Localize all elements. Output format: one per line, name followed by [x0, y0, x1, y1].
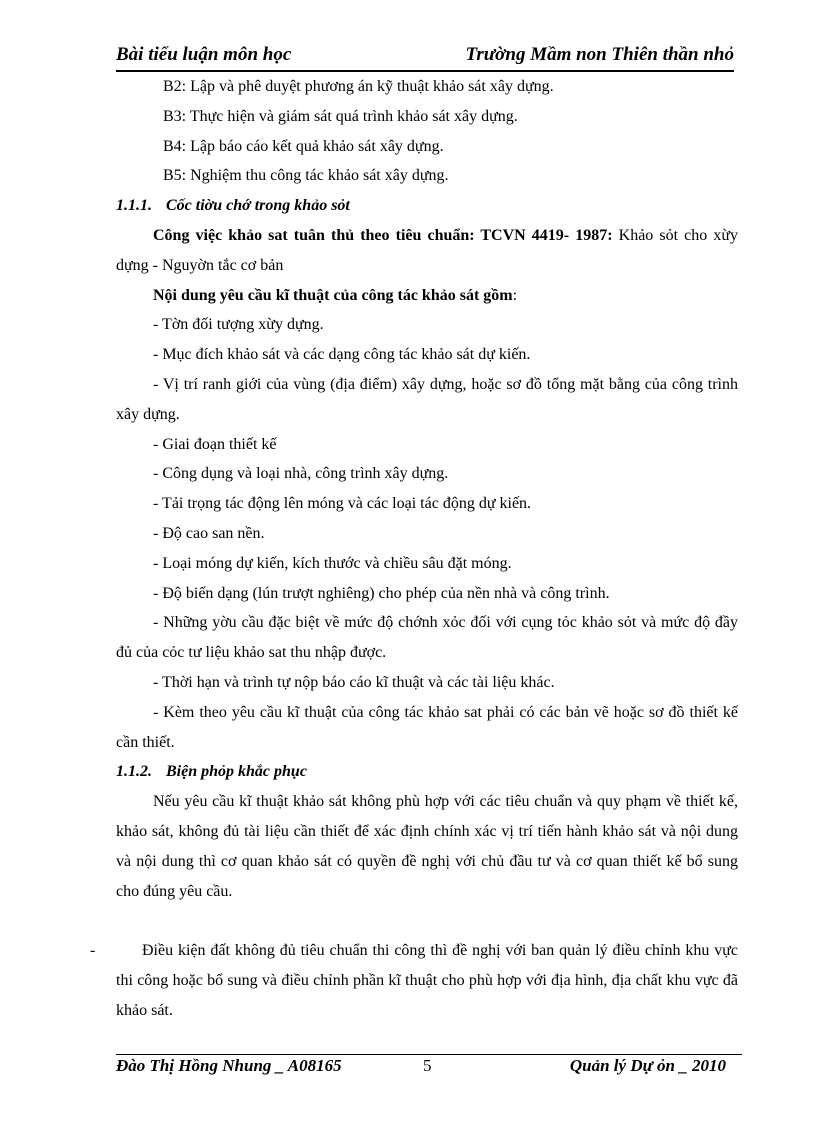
page-header [116, 44, 734, 72]
section-title: Biện phỏp khắc phục [166, 763, 307, 781]
list-item: - Tải trọng tác động lên móng và các loại tác động dự kiến. [153, 495, 532, 513]
dash-paragraph [90, 936, 738, 1025]
footer-course: Quản lý Dự ỏn _ 2010 [569, 1056, 726, 1075]
requirements-colon: : [512, 286, 518, 304]
paragraph-gap [116, 906, 738, 936]
list-item: - Kèm theo yêu cầu kĩ thuật của công tác khảo sat phải có các bản vẽ hoặc sơ đồ thiết kế cần thiết. [116, 703, 738, 751]
header-school-name: Trường Mầm non Thiên thần nhỏ [465, 44, 734, 65]
list-item: - Mục đích khảo sát và các dạng công tác khảo sát dự kiến. [153, 346, 531, 364]
list-item: - Độ biến dạng (lún trượt nghiêng) cho phép của nền nhà và công trình. [153, 584, 610, 602]
section-number: 1.1.2. [116, 763, 152, 781]
section-heading-remedy [116, 757, 738, 787]
list-item: - Độ cao san nền. [153, 524, 265, 542]
section-title: Cốc tiờu chớ trong khảo sỏt [166, 197, 350, 215]
standard-label: Công việc khảo sat tuân thủ theo tiêu chuẩn: TCVN 4419- 1987: [153, 226, 613, 244]
page-footer [116, 1056, 726, 1080]
standard-text: Khảo sỏt cho xừy dựng - Nguyờn tắc cơ bản [116, 226, 738, 274]
footer-author: Đào Thị Hồng Nhung _ A08165 [116, 1056, 342, 1075]
list-item: - Tờn đối tượng xừy dựng. [153, 316, 324, 334]
step-item: B2: Lập và phê duyệt phương án kỹ thuật khảo sát xây dựng. [163, 78, 554, 95]
list-item: - Giai đoạn thiết kế [153, 435, 277, 453]
standard-paragraph [116, 221, 738, 281]
list-item: - Những yờu cầu đặc biệt về mức độ chớnh xỏc đối với cụng tỏc khảo sỏt và mức độ đầy đủ của cỏc tư liệu khảo sat thu nhập được. [116, 614, 738, 662]
requirements-heading [116, 281, 738, 311]
page-number: 5 [423, 1056, 432, 1075]
step-item: B4: Lập báo cáo kết quả khảo sát xây dựng. [163, 137, 444, 155]
list-item: - Loại móng dự kiến, kích thước và chiều sâu đặt móng. [153, 554, 512, 572]
list-item: - Vị trí ranh giới của vùng (địa điểm) xây dựng, hoặc sơ đồ tổng mặt bằng của công trình xây dựng. [116, 375, 738, 423]
step-item: B3: Thực hiện và giám sát quá trình khảo sát xây dựng. [163, 107, 518, 125]
section-heading-criteria [116, 191, 738, 221]
document-body [90, 72, 738, 1026]
requirements-heading-text: Nội dung yêu cầu kĩ thuật của công tác khảo sát gồm [153, 286, 513, 304]
step-item: B5: Nghiệm thu công tác khảo sát xây dựng. [163, 167, 449, 185]
list-item: - Thời hạn và trình tự nộp báo cáo kĩ thuật và các tài liệu khác. [153, 673, 555, 691]
footer-divider [116, 1054, 742, 1055]
section-number: 1.1.1. [116, 197, 152, 215]
list-item: - Công dụng và loại nhà, công trình xây dựng. [153, 465, 449, 483]
dash-marker: - [90, 942, 96, 960]
header-course-title: Bài tiểu luận môn học [116, 44, 292, 65]
remedy-paragraph: Nếu yêu cầu kĩ thuật khảo sát không phù hợp với các tiêu chuẩn và quy phạm về thiết kế, khảo sát, không đủ tài liệu cần thiết để xác định chính xác vị trí tiến hành khảo sát và nội dung và nội dung thì cơ quan khảo sát có quyền đề nghị với chủ đầu tư và cơ quan thiết kế bổ sung cho đúng yêu cầu. [116, 793, 738, 900]
dash-paragraph-text: Điều kiện đất không đủ tiêu chuẩn thi công thì đề nghị với ban quản lý điều chỉnh khu vực thi công hoặc bổ sung và điều chỉnh phần kĩ thuật cho phù hợp với địa hình, địa chất khu vực đã khảo sát. [116, 942, 738, 1019]
